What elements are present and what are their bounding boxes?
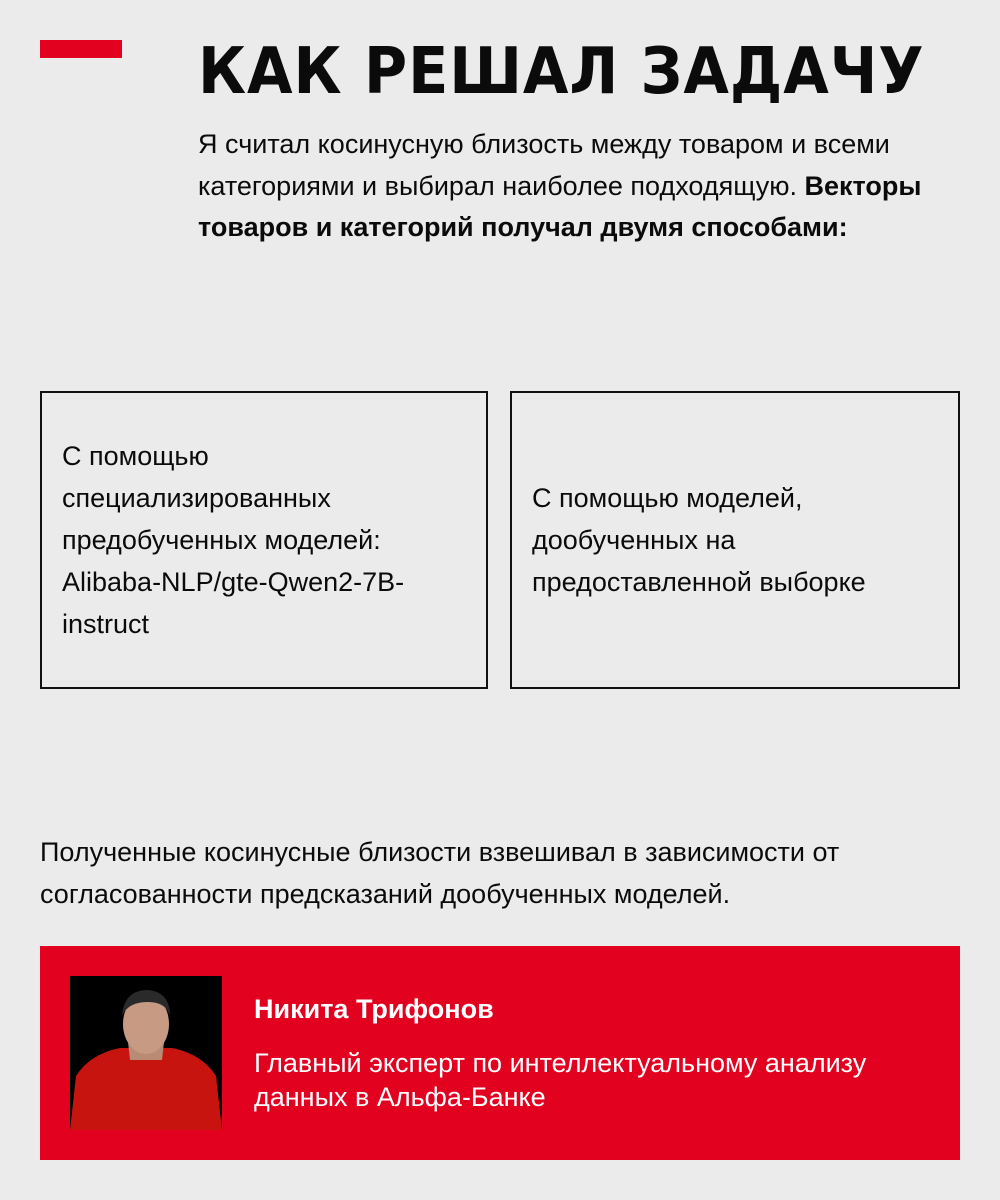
person-photo-icon xyxy=(70,976,222,1130)
method-card-finetuned xyxy=(510,391,960,689)
author-name: Никита Трифонов xyxy=(254,994,494,1024)
author-role: Главный эксперт по интеллектуальному анализу данных в Альфа-Банке xyxy=(254,1048,867,1112)
method-card-text: С помощью специализированных предобученных моделей: Alibaba-NLP/gte-Qwen2-7B-instruct xyxy=(62,441,405,639)
summary-paragraph: Полученные косинусные близости взвешивал в зависимости от согласованности предсказаний дообученных моделей. xyxy=(40,837,840,909)
method-card-text: С помощью моделей, дообученных на предоставленной выборке xyxy=(532,483,866,597)
intro-paragraph xyxy=(198,124,938,249)
intro-bold-text: Векторы товаров и категорий получал двумя способами: xyxy=(198,170,922,242)
page-title: КАК РЕШАЛ ЗАДАЧУ xyxy=(198,35,925,109)
method-card-pretrained xyxy=(40,391,488,689)
intro-text: Я считал косинусную близость между товаром и всеми категориями и выбирал наиболее подходящую. xyxy=(198,129,890,201)
author-block xyxy=(40,946,960,1160)
accent-bar xyxy=(40,40,122,58)
avatar xyxy=(70,976,222,1130)
